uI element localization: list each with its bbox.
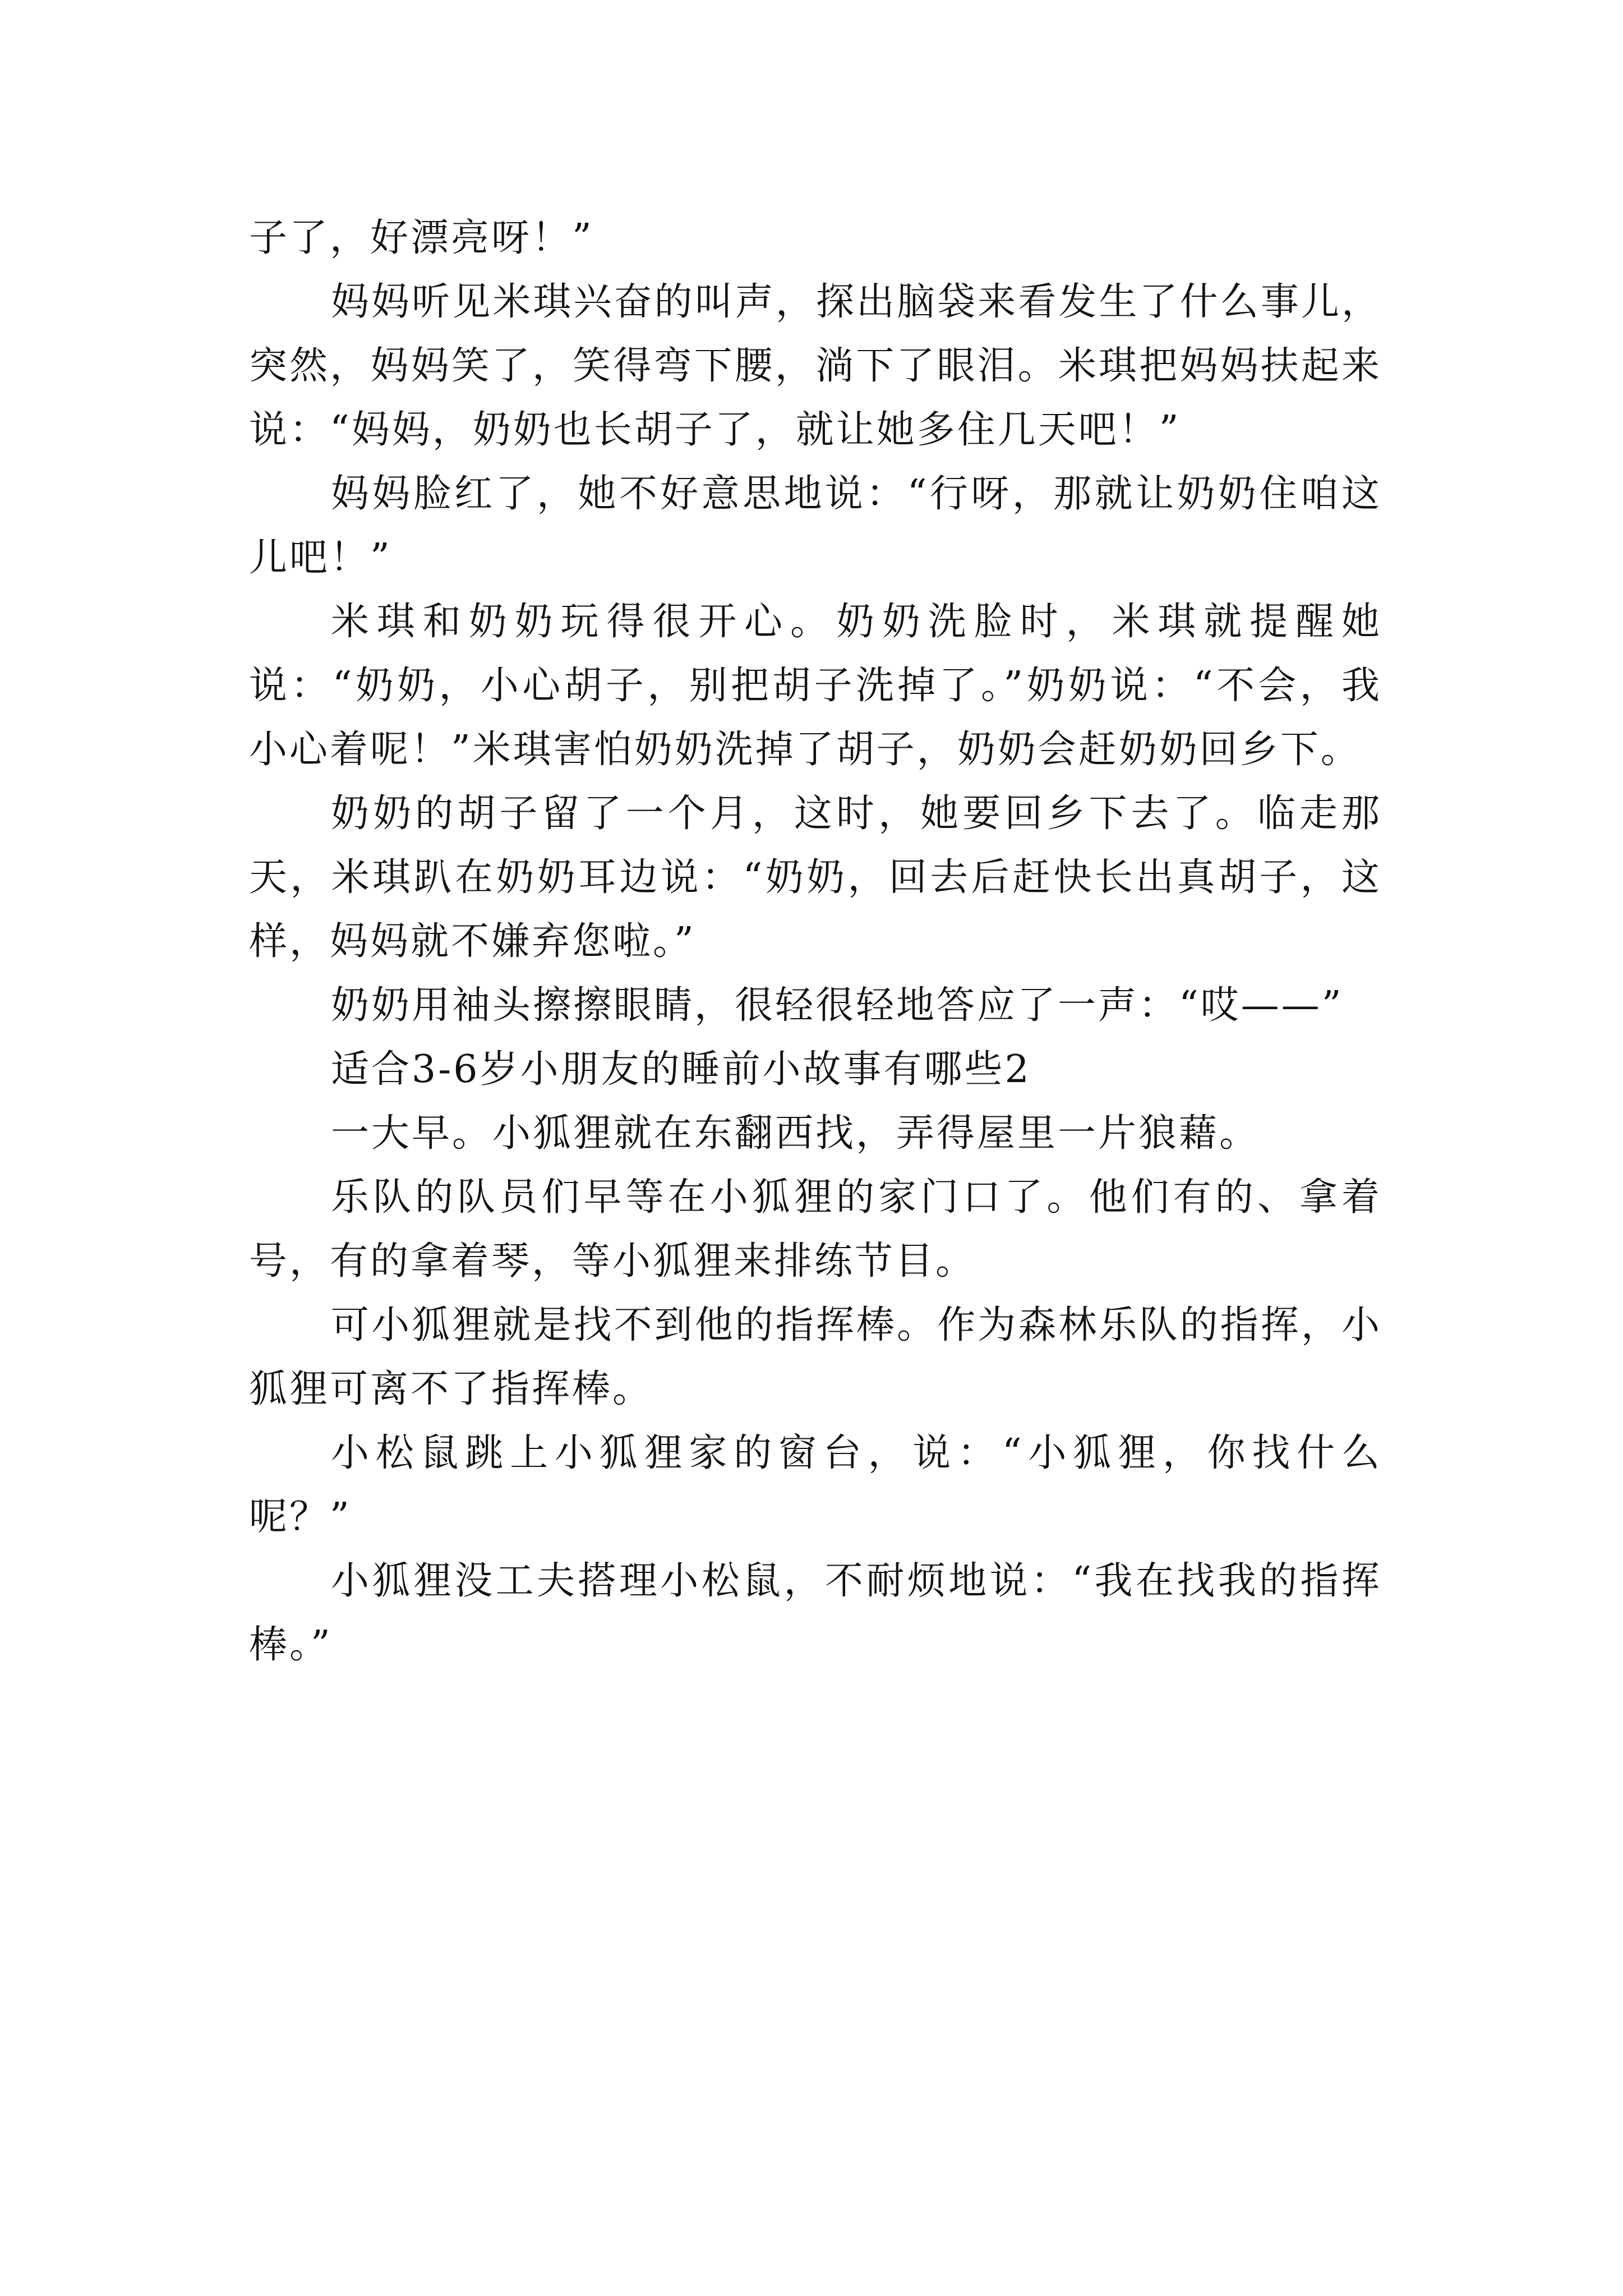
- paragraph-2: 妈妈听见米琪兴奋的叫声，探出脑袋来看发生了什么事儿，突然，妈妈笑了，笑得弯下腰，淌下了眼泪。米琪把妈妈扶起来说：“妈妈，奶奶也长胡子了，就让她多住几天吧！”: [249, 280, 1382, 452]
- paragraph-8: 乐队的队员们早等在小狐狸的家门口了。他们有的、拿着号，有的拿着琴，等小狐狸来排练节目。: [249, 1175, 1382, 1283]
- paragraph-6: 奶奶用袖头擦擦眼睛，很轻很轻地答应了一声：“哎——”: [331, 983, 1344, 1028]
- paragraph-10: 小松鼠跳上小狐狸家的窗台，说：“小狐狸，你找什么呢？”: [249, 1431, 1382, 1539]
- paragraph-1: 子了，好漂亮呀！”: [249, 216, 594, 260]
- paragraph-3: 妈妈脸红了，她不好意思地说：“行呀，那就让奶奶住咱这儿吧！”: [249, 472, 1382, 580]
- section-heading: 适合3-6岁小朋友的睡前小故事有哪些2: [331, 1047, 1031, 1092]
- paragraph-11: 小狐狸没工夫搭理小松鼠，不耐烦地说：“我在找我的指挥棒。”: [249, 1559, 1382, 1667]
- document-body: [249, 206, 1382, 1677]
- paragraph-9: 可小狐狸就是找不到他的指挥棒。作为森林乐队的指挥，小狐狸可离不了指挥棒。: [249, 1303, 1382, 1411]
- paragraph-5: 奶奶的胡子留了一个月，这时，她要回乡下去了。临走那天，米琪趴在奶奶耳边说：“奶奶，回去后赶快长出真胡子，这样，妈妈就不嫌弃您啦。”: [249, 792, 1382, 964]
- paragraph-7: 一大早。小狐狸就在东翻西找，弄得屋里一片狼藉。: [331, 1111, 1260, 1156]
- paragraph-4: 米琪和奶奶玩得很开心。奶奶洗脸时，米琪就提醒她说：“奶奶，小心胡子，别把胡子洗掉了。”奶奶说：“不会，我小心着呢！”米琪害怕奶奶洗掉了胡子，奶奶会赶奶奶回乡下。: [249, 600, 1382, 772]
